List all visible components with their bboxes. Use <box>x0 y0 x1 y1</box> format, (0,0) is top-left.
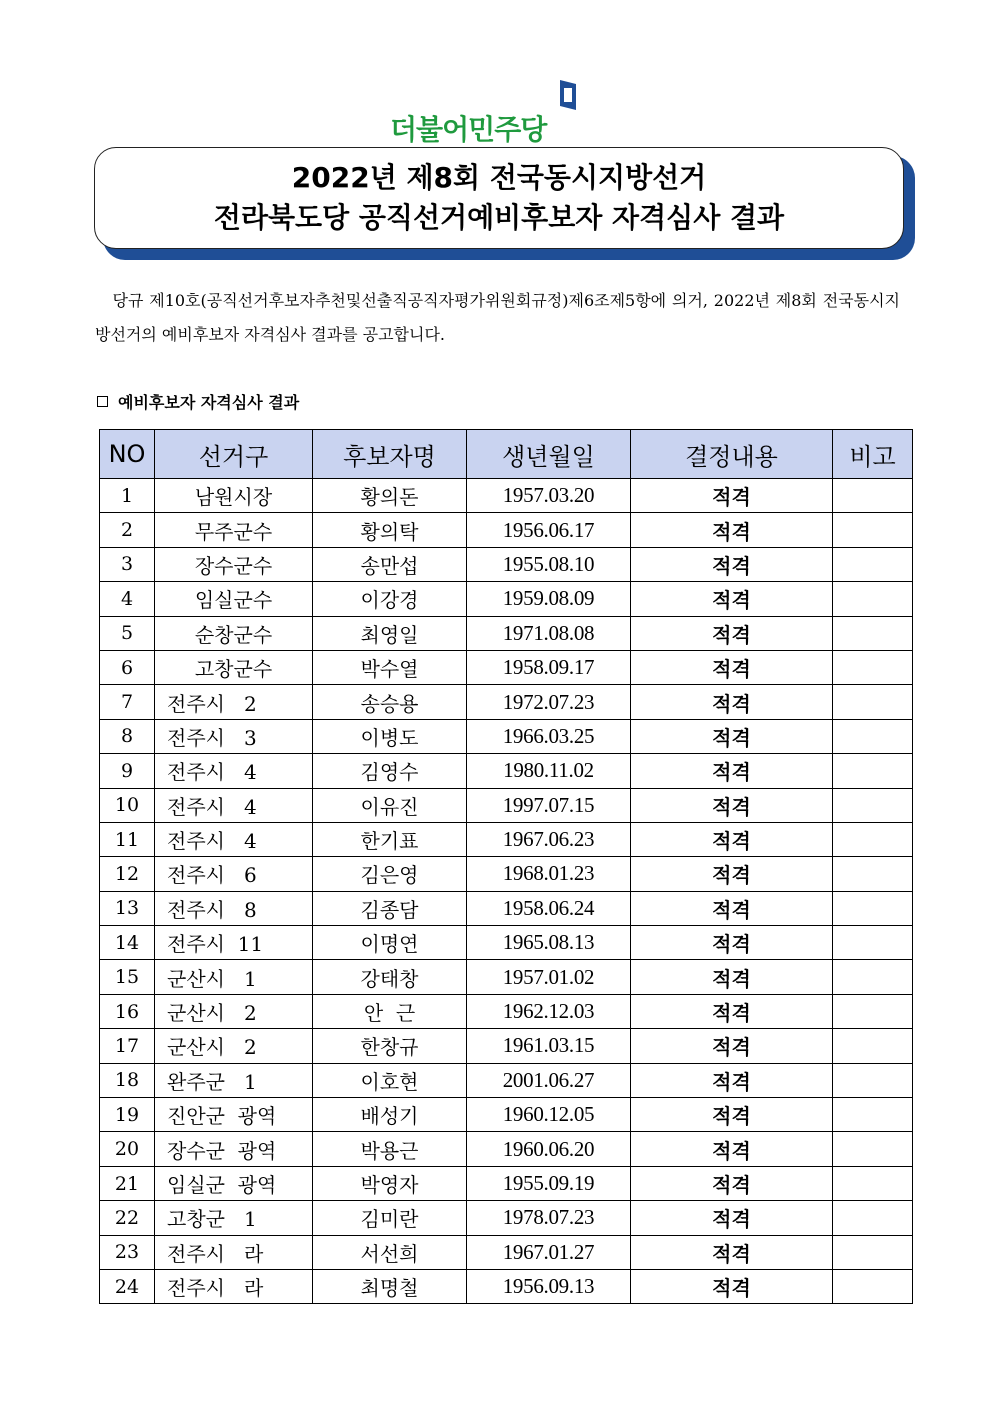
table-row <box>100 857 913 891</box>
cell-note <box>833 547 913 581</box>
cell-decision: 적격 <box>631 650 833 684</box>
cell-note <box>833 719 913 753</box>
cell-no: 20 <box>100 1132 155 1166</box>
cell-no: 15 <box>100 960 155 994</box>
cell-decision: 적격 <box>631 1029 833 1063</box>
header-dob: 생년월일 <box>467 430 631 479</box>
cell-no: 6 <box>100 650 155 684</box>
table-row <box>100 479 913 513</box>
cell-no: 19 <box>100 1098 155 1132</box>
cell-no: 18 <box>100 1063 155 1097</box>
table-row <box>100 547 913 581</box>
cell-dob: 1958.06.24 <box>467 891 631 925</box>
cell-no: 13 <box>100 891 155 925</box>
cell-decision: 적격 <box>631 1201 833 1235</box>
cell-decision: 적격 <box>631 616 833 650</box>
cell-decision: 적격 <box>631 582 833 616</box>
cell-dob: 1967.06.23 <box>467 822 631 856</box>
cell-name: 박영자 <box>313 1166 467 1200</box>
cell-district: 전주시 라 <box>155 1235 313 1269</box>
table-row <box>100 1235 913 1269</box>
cell-dob: 1966.03.25 <box>467 719 631 753</box>
cell-decision: 적격 <box>631 1063 833 1097</box>
table-row <box>100 513 913 547</box>
cell-dob: 1957.01.02 <box>467 960 631 994</box>
table-row <box>100 891 913 925</box>
cell-no: 23 <box>100 1235 155 1269</box>
cell-district: 군산시 1 <box>155 960 313 994</box>
cell-dob: 1978.07.23 <box>467 1201 631 1235</box>
table-row <box>100 960 913 994</box>
cell-decision: 적격 <box>631 788 833 822</box>
title-box <box>94 147 904 249</box>
cell-note <box>833 1029 913 1063</box>
cell-dob: 1955.09.19 <box>467 1166 631 1200</box>
cell-note <box>833 1098 913 1132</box>
section-heading <box>97 390 299 413</box>
table-row <box>100 926 913 960</box>
cell-note <box>833 994 913 1028</box>
cell-decision: 적격 <box>631 1166 833 1200</box>
cell-note <box>833 822 913 856</box>
cell-no: 9 <box>100 754 155 788</box>
cell-decision: 적격 <box>631 822 833 856</box>
cell-decision: 적격 <box>631 926 833 960</box>
cell-dob: 1972.07.23 <box>467 685 631 719</box>
table-row <box>100 1063 913 1097</box>
cell-district: 고창군 1 <box>155 1201 313 1235</box>
cell-district: 완주군 1 <box>155 1063 313 1097</box>
cell-no: 3 <box>100 547 155 581</box>
cell-note <box>833 926 913 960</box>
cell-name: 박용근 <box>313 1132 467 1166</box>
table-row <box>100 1132 913 1166</box>
cell-dob: 1961.03.15 <box>467 1029 631 1063</box>
cell-district: 진안군 광역 <box>155 1098 313 1132</box>
cell-name: 최영일 <box>313 616 467 650</box>
cell-name: 강태창 <box>313 960 467 994</box>
cell-name: 이병도 <box>313 719 467 753</box>
table-row <box>100 754 913 788</box>
cell-note <box>833 650 913 684</box>
cell-dob: 1965.08.13 <box>467 926 631 960</box>
cell-decision: 적격 <box>631 891 833 925</box>
cell-note <box>833 891 913 925</box>
cell-no: 5 <box>100 616 155 650</box>
party-mark-icon <box>558 78 578 112</box>
cell-dob: 1960.06.20 <box>467 1132 631 1166</box>
cell-name: 이강경 <box>313 582 467 616</box>
cell-note <box>833 857 913 891</box>
cell-name: 김종담 <box>313 891 467 925</box>
cell-no: 21 <box>100 1166 155 1200</box>
cell-note <box>833 1235 913 1269</box>
cell-note <box>833 479 913 513</box>
cell-note <box>833 1132 913 1166</box>
cell-no: 24 <box>100 1269 155 1303</box>
cell-name: 이호현 <box>313 1063 467 1097</box>
table-row <box>100 1029 913 1063</box>
cell-name: 배성기 <box>313 1098 467 1132</box>
cell-dob: 1957.03.20 <box>467 479 631 513</box>
cell-name: 김은영 <box>313 857 467 891</box>
table-row <box>100 1098 913 1132</box>
intro-text: 당규 제10호(공직선거후보자추천및선출직공직자평가위원회규정)제6조제5항에 의거, 2022년 제8회 전국동시지방선거의 예비후보자 자격심사 결과를 공고합니다. <box>95 291 900 344</box>
cell-decision: 적격 <box>631 857 833 891</box>
table-row <box>100 685 913 719</box>
cell-district: 군산시 2 <box>155 1029 313 1063</box>
table-row <box>100 1269 913 1303</box>
cell-name: 송승용 <box>313 685 467 719</box>
cell-name: 한기표 <box>313 822 467 856</box>
cell-no: 8 <box>100 719 155 753</box>
cell-district: 순창군수 <box>155 616 313 650</box>
cell-dob: 2001.06.27 <box>467 1063 631 1097</box>
cell-district: 남원시장 <box>155 479 313 513</box>
cell-no: 2 <box>100 513 155 547</box>
results-table <box>99 429 913 1304</box>
intro-paragraph <box>95 284 900 352</box>
cell-decision: 적격 <box>631 479 833 513</box>
header-district: 선거구 <box>155 430 313 479</box>
cell-decision: 적격 <box>631 513 833 547</box>
cell-no: 7 <box>100 685 155 719</box>
cell-no: 14 <box>100 926 155 960</box>
cell-decision: 적격 <box>631 960 833 994</box>
cell-name: 한창규 <box>313 1029 467 1063</box>
cell-dob: 1960.12.05 <box>467 1098 631 1132</box>
party-logo-text: 더불어민주당 <box>390 113 547 146</box>
header-note: 비고 <box>833 430 913 479</box>
header-name: 후보자명 <box>313 430 467 479</box>
cell-decision: 적격 <box>631 1235 833 1269</box>
cell-note <box>833 1166 913 1200</box>
table-row <box>100 1201 913 1235</box>
cell-decision: 적격 <box>631 685 833 719</box>
cell-dob: 1997.07.15 <box>467 788 631 822</box>
cell-note <box>833 960 913 994</box>
cell-note <box>833 788 913 822</box>
table-row <box>100 994 913 1028</box>
cell-dob: 1962.12.03 <box>467 994 631 1028</box>
party-logo <box>390 78 590 144</box>
header-no: NO <box>100 430 155 479</box>
section-heading-text: 예비후보자 자격심사 결과 <box>118 393 300 412</box>
cell-district: 임실군 광역 <box>155 1166 313 1200</box>
cell-name: 이명연 <box>313 926 467 960</box>
cell-dob: 1967.01.27 <box>467 1235 631 1269</box>
cell-dob: 1980.11.02 <box>467 754 631 788</box>
title-line-1: 2022년 제8회 전국동시지방선거 <box>291 161 707 194</box>
table-header-row <box>100 430 913 479</box>
cell-decision: 적격 <box>631 547 833 581</box>
cell-decision: 적격 <box>631 1269 833 1303</box>
table-row <box>100 650 913 684</box>
cell-dob: 1956.06.17 <box>467 513 631 547</box>
cell-note <box>833 1269 913 1303</box>
cell-dob: 1968.01.23 <box>467 857 631 891</box>
table-row <box>100 582 913 616</box>
cell-name: 이유진 <box>313 788 467 822</box>
table-row <box>100 788 913 822</box>
cell-district: 장수군수 <box>155 547 313 581</box>
cell-name: 안 근 <box>313 994 467 1028</box>
cell-decision: 적격 <box>631 1132 833 1166</box>
cell-district: 전주시 라 <box>155 1269 313 1303</box>
cell-note <box>833 1201 913 1235</box>
cell-no: 10 <box>100 788 155 822</box>
table-row <box>100 822 913 856</box>
header-decision: 결정내용 <box>631 430 833 479</box>
cell-no: 4 <box>100 582 155 616</box>
cell-district: 전주시 8 <box>155 891 313 925</box>
cell-note <box>833 616 913 650</box>
cell-name: 김미란 <box>313 1201 467 1235</box>
cell-no: 16 <box>100 994 155 1028</box>
cell-district: 임실군수 <box>155 582 313 616</box>
cell-dob: 1958.09.17 <box>467 650 631 684</box>
cell-name: 황의돈 <box>313 479 467 513</box>
cell-district: 전주시 3 <box>155 719 313 753</box>
cell-name: 서선희 <box>313 1235 467 1269</box>
cell-dob: 1959.08.09 <box>467 582 631 616</box>
cell-district: 전주시 4 <box>155 788 313 822</box>
cell-no: 11 <box>100 822 155 856</box>
cell-note <box>833 582 913 616</box>
title-line-2: 전라북도당 공직선거예비후보자 자격심사 결과 <box>213 201 785 234</box>
cell-dob: 1971.08.08 <box>467 616 631 650</box>
cell-decision: 적격 <box>631 719 833 753</box>
cell-district: 전주시 2 <box>155 685 313 719</box>
cell-name: 황의탁 <box>313 513 467 547</box>
table-row <box>100 719 913 753</box>
cell-no: 12 <box>100 857 155 891</box>
cell-no: 17 <box>100 1029 155 1063</box>
cell-name: 박수열 <box>313 650 467 684</box>
cell-name: 송만섭 <box>313 547 467 581</box>
cell-district: 무주군수 <box>155 513 313 547</box>
cell-district: 전주시 11 <box>155 926 313 960</box>
cell-name: 김영수 <box>313 754 467 788</box>
cell-district: 고창군수 <box>155 650 313 684</box>
table-row <box>100 1166 913 1200</box>
cell-dob: 1956.09.13 <box>467 1269 631 1303</box>
table-row <box>100 616 913 650</box>
cell-district: 전주시 4 <box>155 822 313 856</box>
cell-decision: 적격 <box>631 994 833 1028</box>
cell-district: 전주시 6 <box>155 857 313 891</box>
cell-district: 장수군 광역 <box>155 1132 313 1166</box>
cell-decision: 적격 <box>631 754 833 788</box>
cell-no: 1 <box>100 479 155 513</box>
table-body <box>100 479 913 1304</box>
cell-no: 22 <box>100 1201 155 1235</box>
cell-name: 최명철 <box>313 1269 467 1303</box>
cell-note <box>833 513 913 547</box>
cell-note <box>833 1063 913 1097</box>
cell-decision: 적격 <box>631 1098 833 1132</box>
square-bullet-icon <box>97 396 108 407</box>
cell-note <box>833 754 913 788</box>
cell-dob: 1955.08.10 <box>467 547 631 581</box>
cell-note <box>833 685 913 719</box>
cell-district: 군산시 2 <box>155 994 313 1028</box>
cell-district: 전주시 4 <box>155 754 313 788</box>
